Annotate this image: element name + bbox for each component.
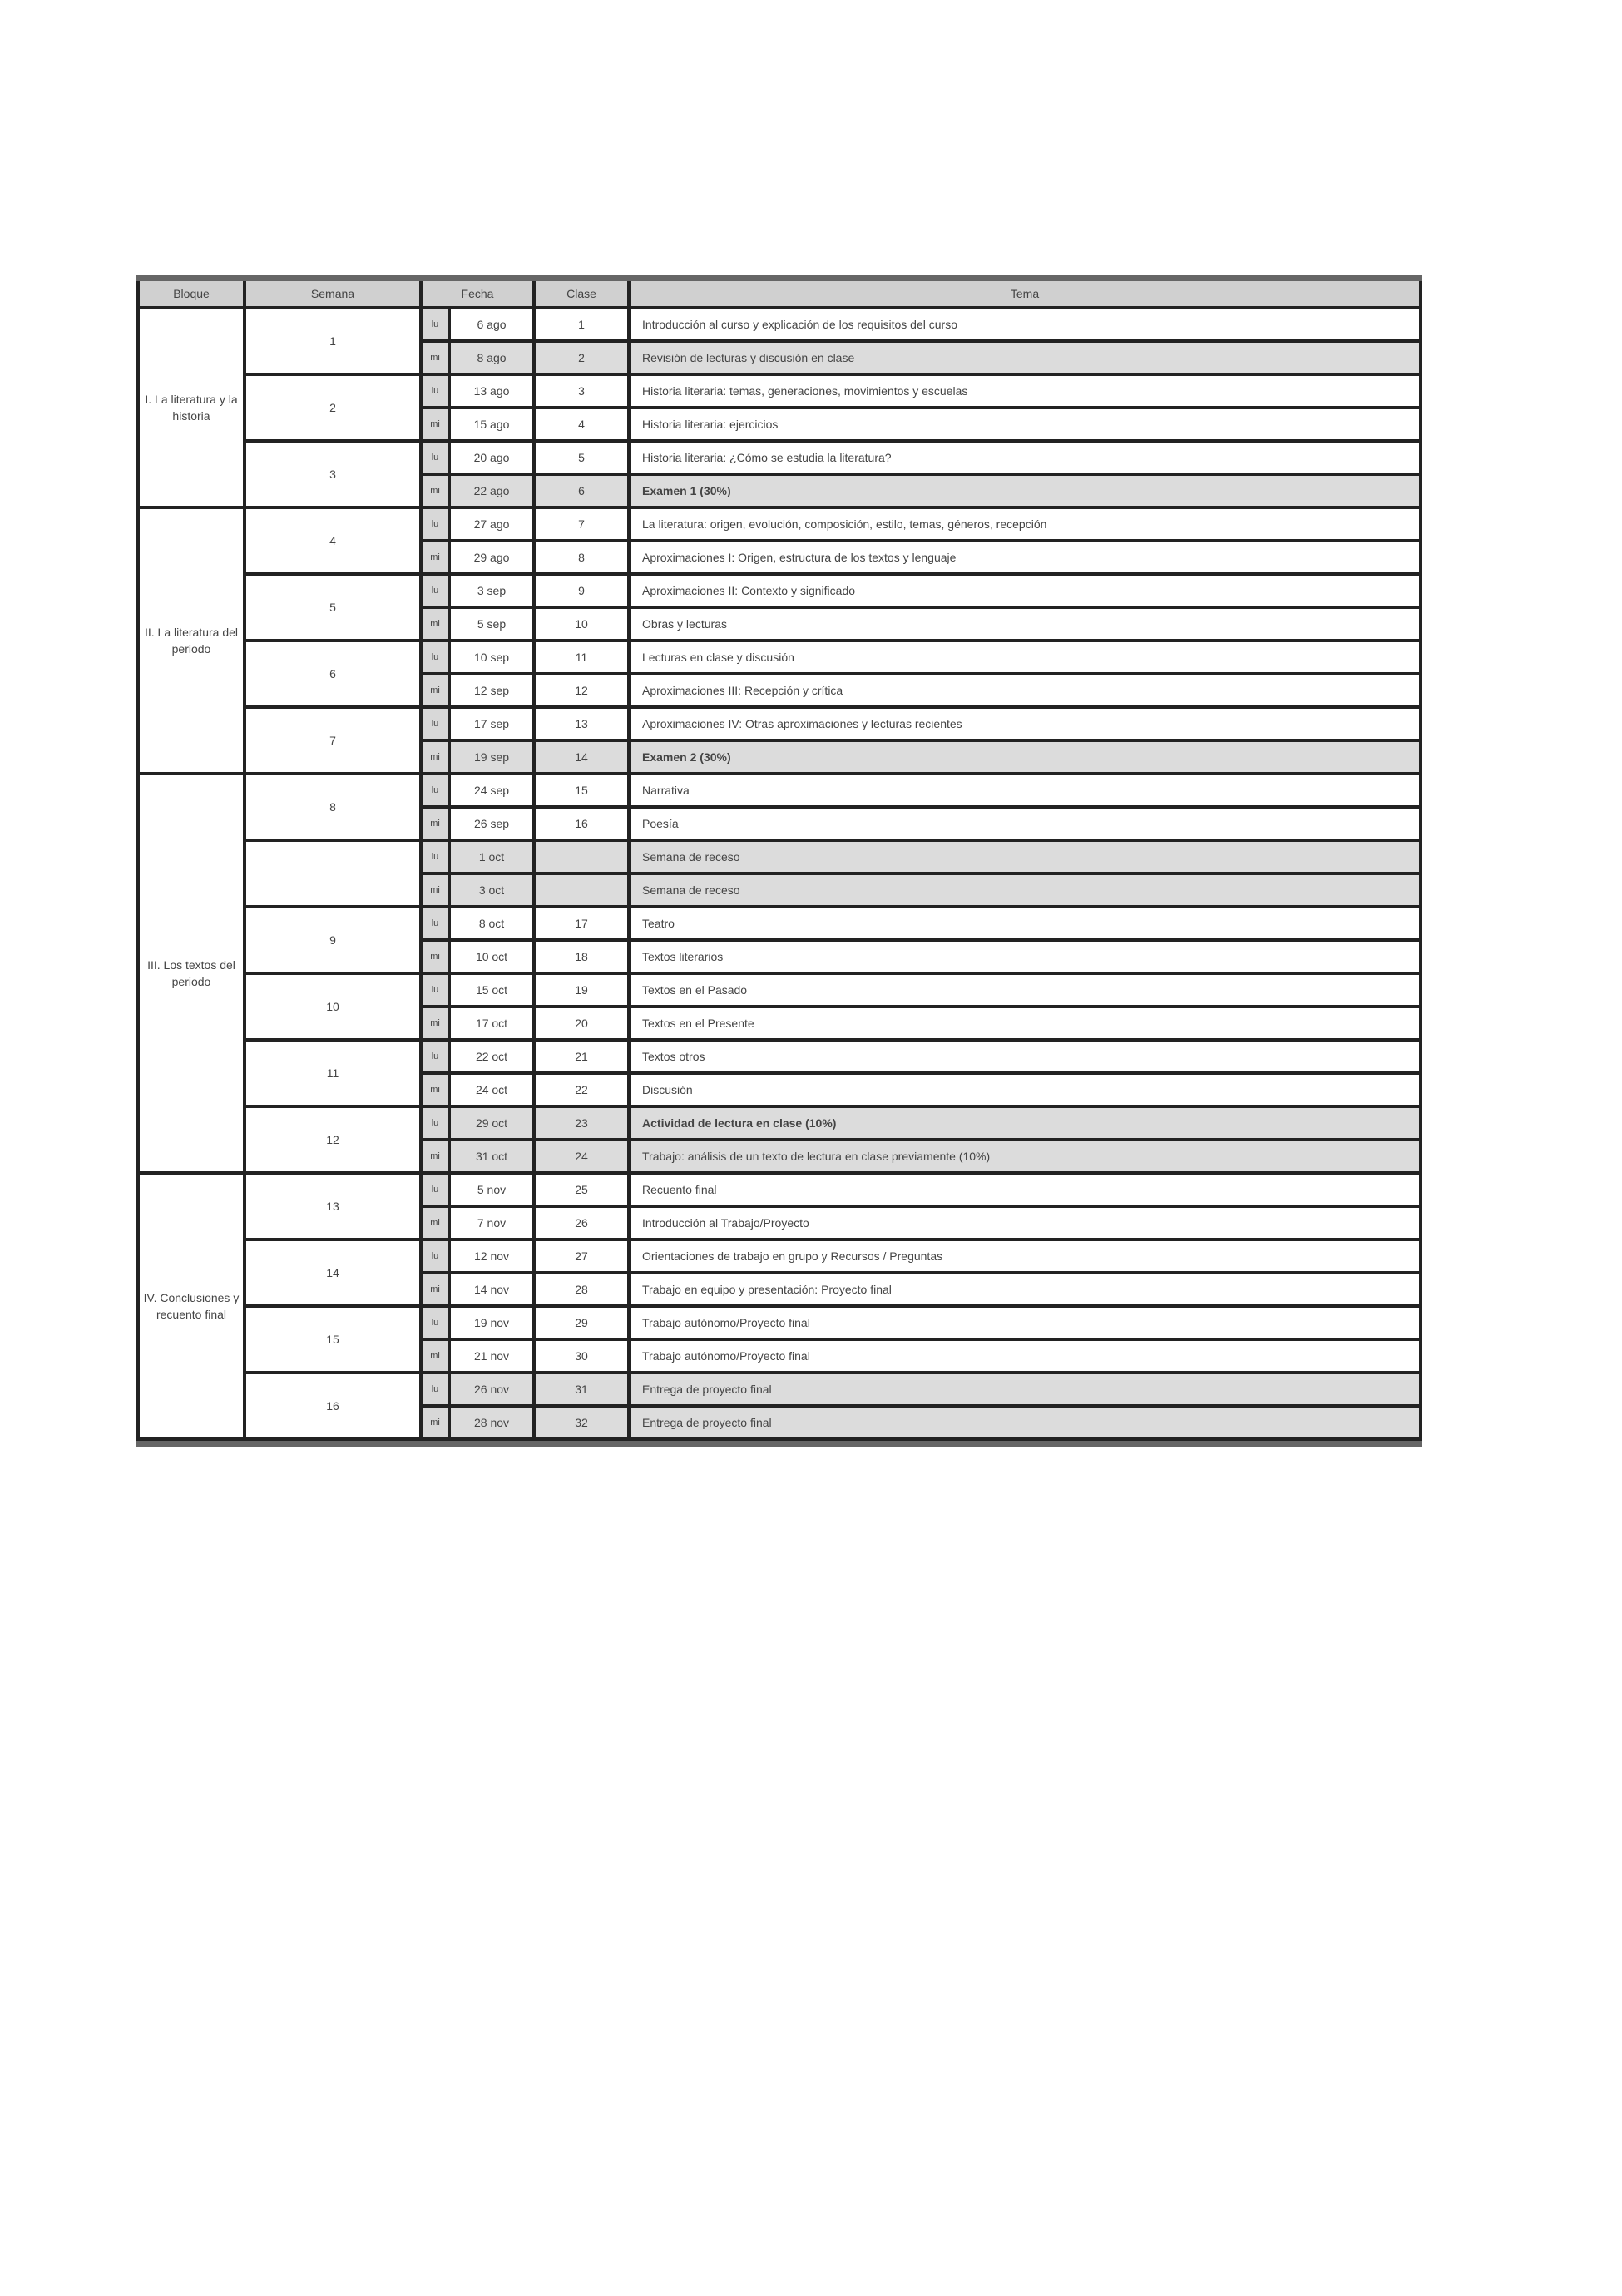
dia-cell: lu <box>421 1040 449 1073</box>
table-row <box>138 441 1421 474</box>
tema-cell: Trabajo: análisis de un texto de lectura en clase previamente (10%) <box>629 1140 1421 1173</box>
table-row <box>138 774 1421 807</box>
header-clase: Clase <box>534 278 629 308</box>
tema-cell: Narrativa <box>629 774 1421 807</box>
dia-cell: lu <box>421 1306 449 1339</box>
semana-cell: 11 <box>245 1040 421 1106</box>
tema-cell: Teatro <box>629 907 1421 940</box>
tema-cell: Semana de receso <box>629 873 1421 907</box>
clase-cell: 26 <box>534 1206 629 1240</box>
semana-cell: 5 <box>245 574 421 641</box>
fecha-cell: 26 sep <box>449 807 534 840</box>
table-row <box>138 707 1421 740</box>
dia-cell: lu <box>421 973 449 1007</box>
clase-cell: 4 <box>534 408 629 441</box>
fecha-cell: 7 nov <box>449 1206 534 1240</box>
tema-cell: Introducción al curso y explicación de los requisitos del curso <box>629 308 1421 341</box>
bloque-cell: II. La literatura del periodo <box>138 507 245 774</box>
semana-cell: 16 <box>245 1373 421 1439</box>
clase-cell: 1 <box>534 308 629 341</box>
tema-cell: Historia literaria: temas, generaciones, movimientos y escuelas <box>629 374 1421 408</box>
header-fecha: Fecha <box>421 278 534 308</box>
fecha-cell: 21 nov <box>449 1339 534 1373</box>
fecha-cell: 17 sep <box>449 707 534 740</box>
fecha-cell: 13 ago <box>449 374 534 408</box>
table-row <box>138 907 1421 940</box>
dia-cell: lu <box>421 507 449 541</box>
clase-cell: 3 <box>534 374 629 408</box>
clase-cell: 19 <box>534 973 629 1007</box>
dia-cell: lu <box>421 441 449 474</box>
dia-cell: mi <box>421 474 449 507</box>
clase-cell <box>534 873 629 907</box>
tema-cell: Lecturas en clase y discusión <box>629 641 1421 674</box>
table-body <box>138 308 1421 1439</box>
clase-cell: 30 <box>534 1339 629 1373</box>
clase-cell: 14 <box>534 740 629 774</box>
clase-cell: 24 <box>534 1140 629 1173</box>
dia-cell: mi <box>421 1339 449 1373</box>
dia-cell: mi <box>421 607 449 641</box>
semana-cell: 4 <box>245 507 421 574</box>
fecha-cell: 10 sep <box>449 641 534 674</box>
fecha-cell: 6 ago <box>449 308 534 341</box>
table-row <box>138 840 1421 873</box>
fecha-cell: 29 ago <box>449 541 534 574</box>
fecha-cell: 1 oct <box>449 840 534 873</box>
clase-cell: 8 <box>534 541 629 574</box>
fecha-cell: 31 oct <box>449 1140 534 1173</box>
dia-cell: lu <box>421 774 449 807</box>
fecha-cell: 29 oct <box>449 1106 534 1140</box>
fecha-cell: 26 nov <box>449 1373 534 1406</box>
dia-cell: lu <box>421 641 449 674</box>
clase-cell: 29 <box>534 1306 629 1339</box>
tema-cell: Aproximaciones III: Recepción y crítica <box>629 674 1421 707</box>
dia-cell: mi <box>421 740 449 774</box>
clase-cell: 13 <box>534 707 629 740</box>
header-bloque: Bloque <box>138 278 245 308</box>
clase-cell: 10 <box>534 607 629 641</box>
tema-cell: Introducción al Trabajo/Proyecto <box>629 1206 1421 1240</box>
dia-cell: lu <box>421 574 449 607</box>
clase-cell: 27 <box>534 1240 629 1273</box>
fecha-cell: 22 ago <box>449 474 534 507</box>
fecha-cell: 3 sep <box>449 574 534 607</box>
fecha-cell: 12 sep <box>449 674 534 707</box>
table-row <box>138 1173 1421 1206</box>
table-row <box>138 1373 1421 1406</box>
fecha-cell: 12 nov <box>449 1240 534 1273</box>
table-row <box>138 973 1421 1007</box>
dia-cell: lu <box>421 308 449 341</box>
fecha-cell: 8 ago <box>449 341 534 374</box>
semana-cell <box>245 840 421 907</box>
clase-cell: 2 <box>534 341 629 374</box>
dia-cell: mi <box>421 1007 449 1040</box>
clase-cell: 12 <box>534 674 629 707</box>
fecha-cell: 20 ago <box>449 441 534 474</box>
tema-cell: Aproximaciones IV: Otras aproximaciones y lecturas recientes <box>629 707 1421 740</box>
table-row <box>138 1040 1421 1073</box>
tema-cell: Actividad de lectura en clase (10%) <box>629 1106 1421 1140</box>
clase-cell: 23 <box>534 1106 629 1140</box>
fecha-cell: 14 nov <box>449 1273 534 1306</box>
clase-cell: 15 <box>534 774 629 807</box>
fecha-cell: 5 nov <box>449 1173 534 1206</box>
fecha-cell: 5 sep <box>449 607 534 641</box>
fecha-cell: 27 ago <box>449 507 534 541</box>
tema-cell: Revisión de lecturas y discusión en clase <box>629 341 1421 374</box>
tema-cell: Recuento final <box>629 1173 1421 1206</box>
table-row <box>138 308 1421 341</box>
dia-cell: lu <box>421 1240 449 1273</box>
table-row <box>138 641 1421 674</box>
schedule-sheet <box>136 275 1431 1447</box>
tema-cell: Historia literaria: ¿Cómo se estudia la literatura? <box>629 441 1421 474</box>
semana-cell: 15 <box>245 1306 421 1373</box>
semana-cell: 10 <box>245 973 421 1040</box>
clase-cell: 21 <box>534 1040 629 1073</box>
fecha-cell: 17 oct <box>449 1007 534 1040</box>
clase-cell: 16 <box>534 807 629 840</box>
dia-cell: mi <box>421 1140 449 1173</box>
tema-cell: Textos en el Presente <box>629 1007 1421 1040</box>
fecha-cell: 19 nov <box>449 1306 534 1339</box>
dia-cell: lu <box>421 1106 449 1140</box>
clase-cell: 17 <box>534 907 629 940</box>
dia-cell: lu <box>421 707 449 740</box>
dia-cell: mi <box>421 341 449 374</box>
semana-cell: 13 <box>245 1173 421 1240</box>
table-row <box>138 1306 1421 1339</box>
table-row <box>138 574 1421 607</box>
dia-cell: lu <box>421 1173 449 1206</box>
clase-cell: 18 <box>534 940 629 973</box>
tema-cell: Examen 2 (30%) <box>629 740 1421 774</box>
clase-cell: 20 <box>534 1007 629 1040</box>
semana-cell: 8 <box>245 774 421 840</box>
clase-cell: 11 <box>534 641 629 674</box>
dia-cell: mi <box>421 408 449 441</box>
fecha-cell: 8 oct <box>449 907 534 940</box>
tema-cell: Historia literaria: ejercicios <box>629 408 1421 441</box>
table-row <box>138 374 1421 408</box>
dia-cell: mi <box>421 873 449 907</box>
fecha-cell: 19 sep <box>449 740 534 774</box>
dia-cell: lu <box>421 840 449 873</box>
tema-cell: Trabajo autónomo/Proyecto final <box>629 1339 1421 1373</box>
table-bottom-border <box>136 1441 1422 1447</box>
header-tema: Tema <box>629 278 1421 308</box>
semana-cell: 9 <box>245 907 421 973</box>
clase-cell: 22 <box>534 1073 629 1106</box>
tema-cell: Semana de receso <box>629 840 1421 873</box>
header-semana: Semana <box>245 278 421 308</box>
fecha-cell: 24 oct <box>449 1073 534 1106</box>
dia-cell: mi <box>421 1073 449 1106</box>
semana-cell: 6 <box>245 641 421 707</box>
dia-cell: mi <box>421 1206 449 1240</box>
dia-cell: mi <box>421 807 449 840</box>
schedule-table <box>136 275 1422 1441</box>
fecha-cell: 28 nov <box>449 1406 534 1439</box>
tema-cell: Entrega de proyecto final <box>629 1406 1421 1439</box>
tema-cell: Poesía <box>629 807 1421 840</box>
semana-cell: 7 <box>245 707 421 774</box>
dia-cell: mi <box>421 940 449 973</box>
semana-cell: 12 <box>245 1106 421 1173</box>
dia-cell: lu <box>421 374 449 408</box>
clase-cell <box>534 840 629 873</box>
dia-cell: mi <box>421 674 449 707</box>
fecha-cell: 10 oct <box>449 940 534 973</box>
tema-cell: Trabajo autónomo/Proyecto final <box>629 1306 1421 1339</box>
clase-cell: 32 <box>534 1406 629 1439</box>
tema-cell: Aproximaciones I: Origen, estructura de los textos y lenguaje <box>629 541 1421 574</box>
bloque-cell: IV. Conclusiones y recuento final <box>138 1173 245 1439</box>
tema-cell: Trabajo en equipo y presentación: Proyecto final <box>629 1273 1421 1306</box>
tema-cell: Orientaciones de trabajo en grupo y Recursos / Preguntas <box>629 1240 1421 1273</box>
semana-cell: 1 <box>245 308 421 374</box>
fecha-cell: 24 sep <box>449 774 534 807</box>
semana-cell: 2 <box>245 374 421 441</box>
clase-cell: 31 <box>534 1373 629 1406</box>
dia-cell: mi <box>421 1273 449 1306</box>
fecha-cell: 3 oct <box>449 873 534 907</box>
tema-cell: Entrega de proyecto final <box>629 1373 1421 1406</box>
clase-cell: 28 <box>534 1273 629 1306</box>
tema-cell: Textos literarios <box>629 940 1421 973</box>
table-row <box>138 1106 1421 1140</box>
clase-cell: 7 <box>534 507 629 541</box>
dia-cell: mi <box>421 541 449 574</box>
clase-cell: 6 <box>534 474 629 507</box>
bloque-cell: I. La literatura y la historia <box>138 308 245 507</box>
tema-cell: Discusión <box>629 1073 1421 1106</box>
tema-cell: La literatura: origen, evolución, composición, estilo, temas, géneros, recepción <box>629 507 1421 541</box>
fecha-cell: 15 ago <box>449 408 534 441</box>
tema-cell: Examen 1 (30%) <box>629 474 1421 507</box>
table-row <box>138 507 1421 541</box>
tema-cell: Textos en el Pasado <box>629 973 1421 1007</box>
fecha-cell: 22 oct <box>449 1040 534 1073</box>
tema-cell: Textos otros <box>629 1040 1421 1073</box>
semana-cell: 3 <box>245 441 421 507</box>
dia-cell: lu <box>421 1373 449 1406</box>
bloque-cell: III. Los textos del periodo <box>138 774 245 1173</box>
clase-cell: 25 <box>534 1173 629 1206</box>
dia-cell: lu <box>421 907 449 940</box>
clase-cell: 5 <box>534 441 629 474</box>
dia-cell: mi <box>421 1406 449 1439</box>
clase-cell: 9 <box>534 574 629 607</box>
table-row <box>138 1240 1421 1273</box>
fecha-cell: 15 oct <box>449 973 534 1007</box>
semana-cell: 14 <box>245 1240 421 1306</box>
tema-cell: Obras y lecturas <box>629 607 1421 641</box>
table-header <box>138 278 1421 308</box>
tema-cell: Aproximaciones II: Contexto y significado <box>629 574 1421 607</box>
